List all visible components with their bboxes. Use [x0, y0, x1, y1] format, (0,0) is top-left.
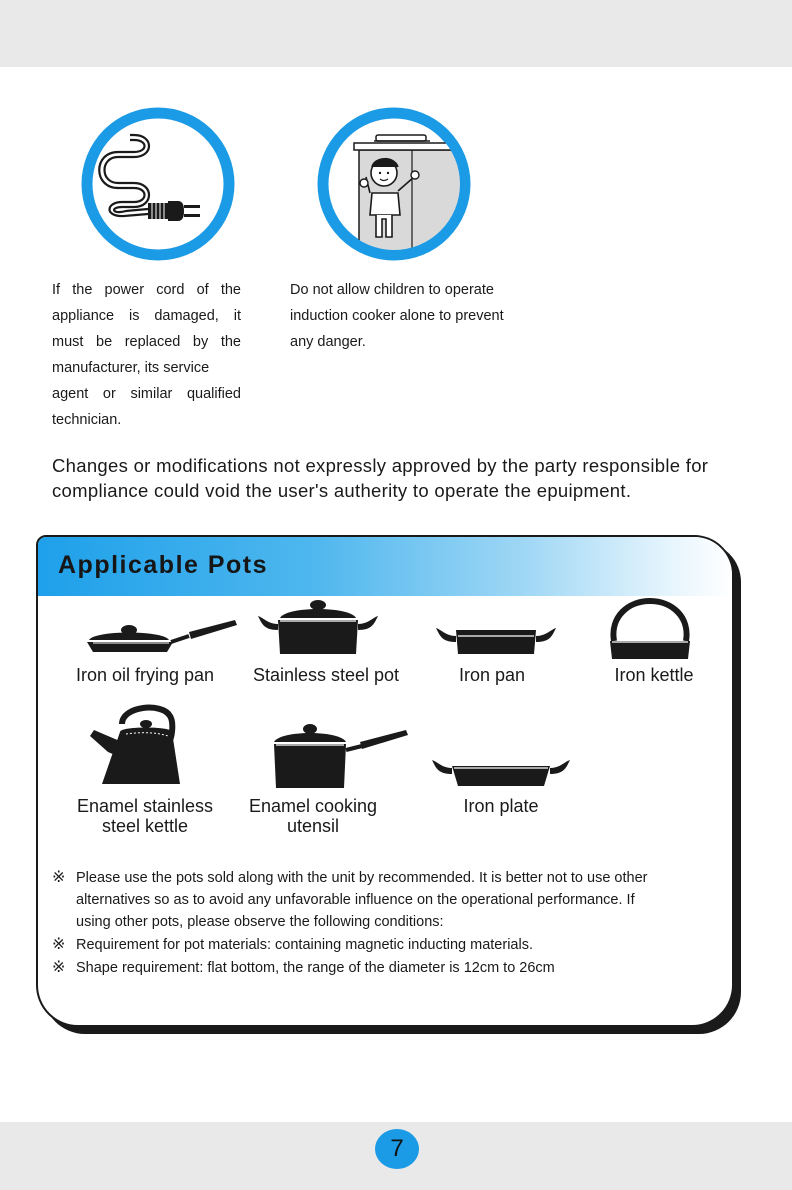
children-line-1: Do not allow children to operate [290, 282, 494, 298]
label-iron-plate: Iron plate [463, 796, 539, 816]
label-iron-oil-frying-pan: Iron oil frying pan [75, 665, 215, 685]
flat-plate-icon [432, 756, 570, 788]
reference-mark-icon: ※ [52, 869, 66, 886]
power-cord-line-2: appliance is damaged, it [52, 308, 241, 324]
label-enamel-kettle-line-2: steel kettle [101, 816, 189, 836]
reference-mark-icon: ※ [52, 959, 66, 976]
iron-kettle-icon [604, 597, 696, 661]
reference-mark-icon: ※ [52, 936, 66, 953]
page-number: 7 [375, 1129, 419, 1169]
power-cord-line-4: manufacturer, its service [52, 360, 210, 376]
child-warning-icon [314, 105, 474, 263]
power-cord-line-6: technician. [52, 412, 122, 428]
label-enamel-kettle-line-1: Enamel stainless [76, 796, 214, 816]
children-warning-text [290, 277, 550, 355]
usage-notes [52, 867, 722, 980]
note-3-line-1: Shape requirement: flat bottom, the range of the diameter is 12cm to 26cm [76, 960, 555, 976]
label-iron-pan: Iron pan [458, 665, 526, 685]
note-1-line-2: alternatives so as to avoid any unfavorable influence on the operational performance. If [76, 892, 635, 908]
power-cord-line-3: must be replaced by the [52, 334, 241, 350]
shallow-pan-icon [434, 622, 559, 658]
panel-title: Applicable Pots [58, 551, 269, 579]
label-utensil-line-1: Enamel cooking [248, 796, 378, 816]
frying-pan-icon [85, 612, 240, 656]
note-2-line-1: Requirement for pot materials: containing magnetic inducting materials. [76, 937, 533, 953]
power-cord-line-1: If the power cord of the [52, 282, 241, 298]
saucepan-icon [270, 720, 410, 790]
note-1-line-1: Please use the pots sold along with the unit by recommended. It is better not to use other [76, 870, 648, 886]
compliance-line-1: Changes or modifications not expressly approved by the party responsible for [52, 455, 709, 476]
label-enamel-stainless-steel-kettle [62, 796, 228, 836]
power-cord-line-5: agent or similar qualified [52, 386, 241, 402]
compliance-notice [52, 453, 718, 503]
compliance-line-2: compliance could void the user's autherity to operate the epuipment. [52, 480, 632, 501]
note-material-requirement [52, 934, 722, 956]
stock-pot-icon [256, 598, 381, 658]
panel-header [38, 537, 732, 596]
power-cord-icon [78, 105, 238, 263]
label-stainless-steel-pot: Stainless steel pot [252, 665, 400, 685]
whistling-kettle-icon [90, 702, 190, 786]
note-recommended-pots [52, 867, 722, 933]
label-iron-kettle: Iron kettle [614, 665, 694, 685]
note-1-line-3: using other pots, please observe the following conditions: [76, 914, 444, 930]
power-cord-warning-text [52, 277, 241, 433]
children-line-2: induction cooker alone to prevent [290, 308, 504, 324]
children-line-3: any danger. [290, 334, 366, 350]
label-utensil-line-2: utensil [286, 816, 340, 836]
note-shape-requirement [52, 957, 722, 979]
label-enamel-cooking-utensil [236, 796, 390, 836]
header-band [0, 0, 792, 67]
